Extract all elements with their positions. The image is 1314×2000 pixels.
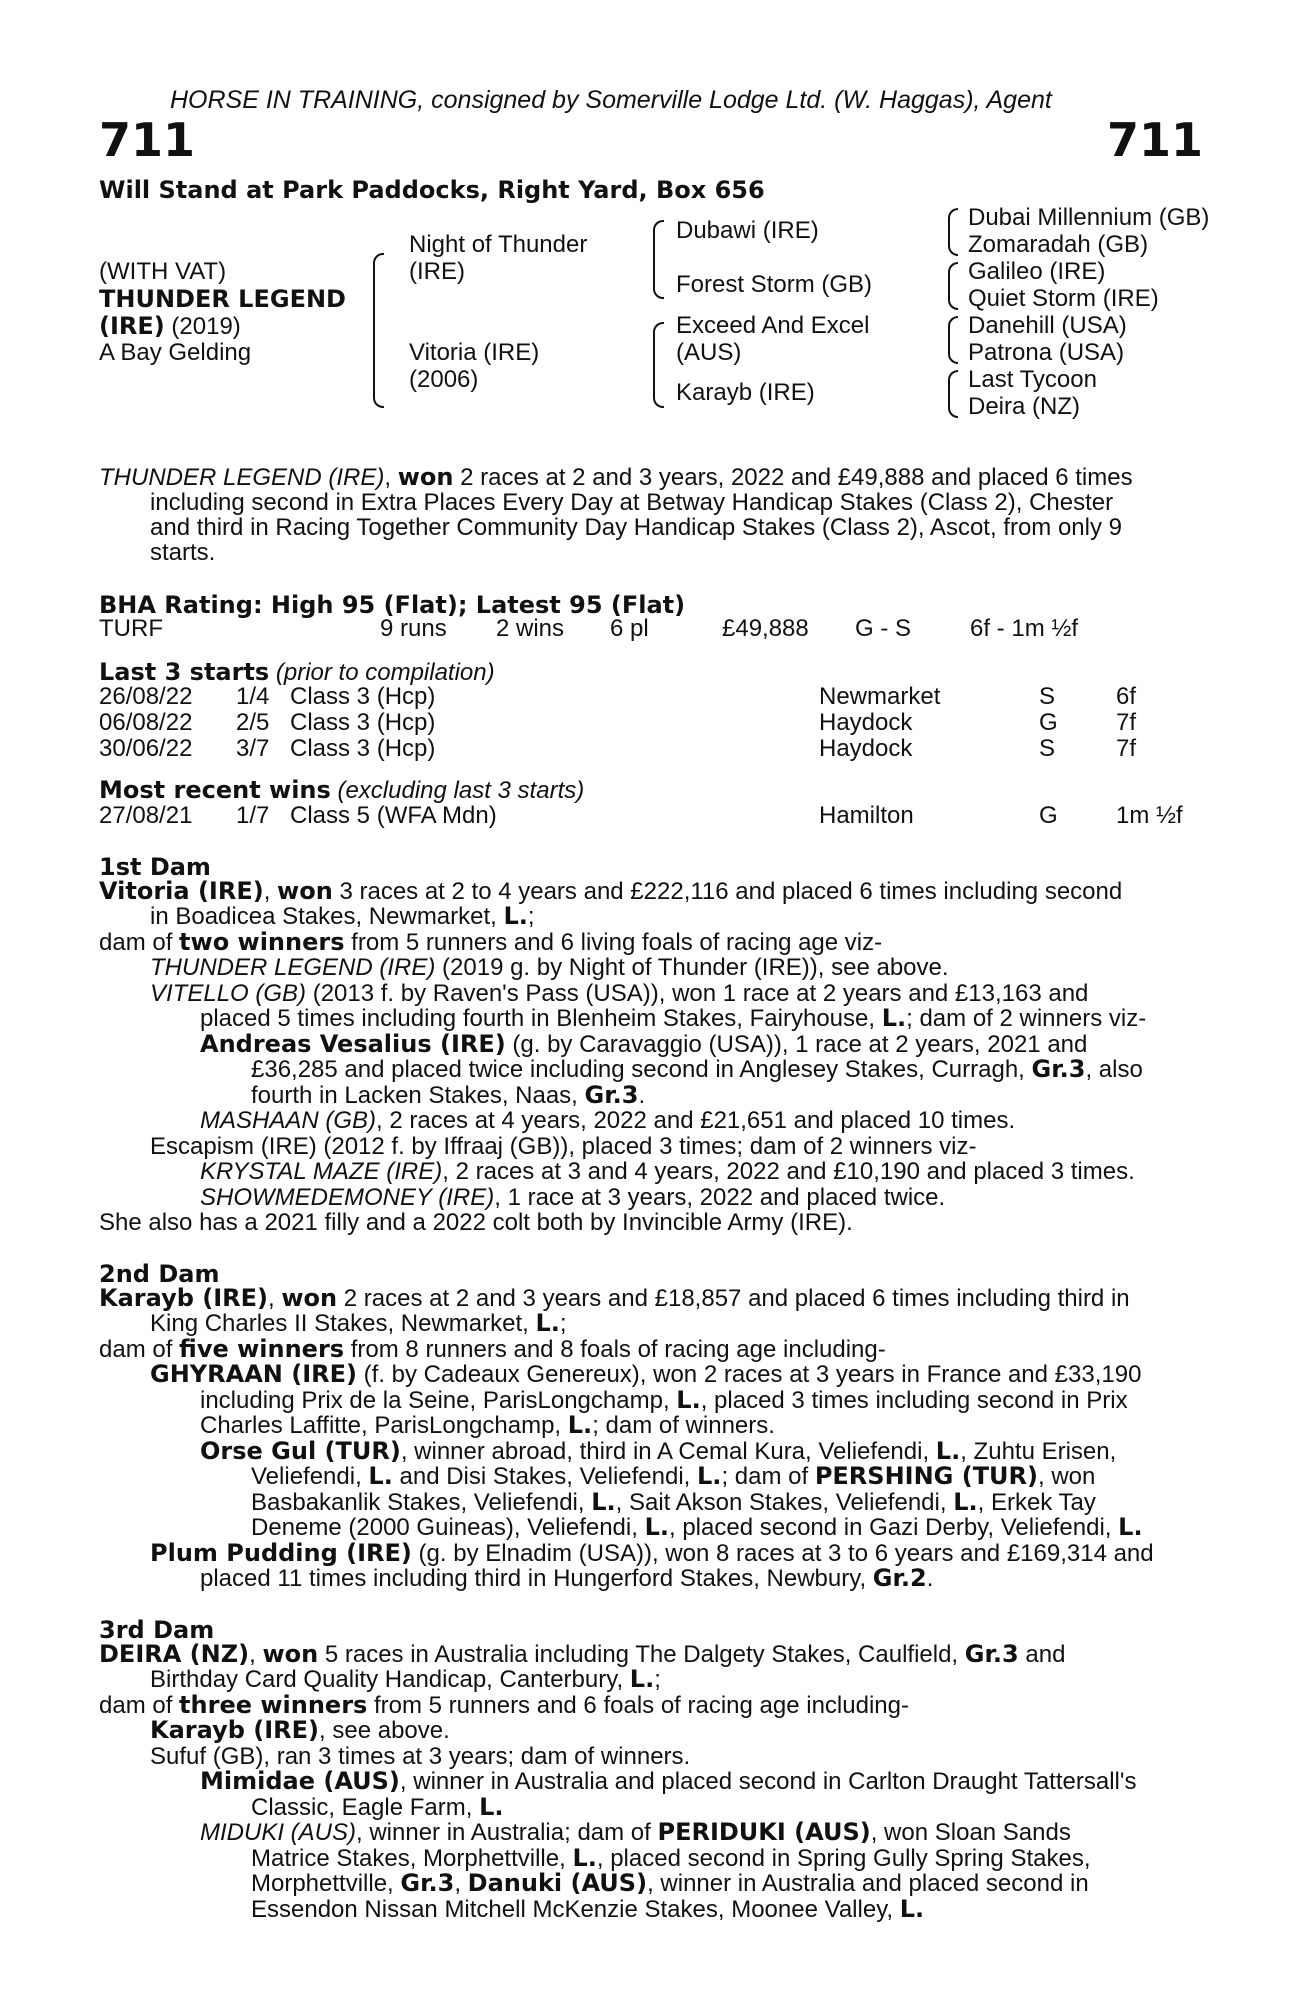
dam-line: Charles Laffitte, ParisLongchamp, L.; dam of winners. [200,1411,775,1439]
vat-label: (WITH VAT) [99,258,227,285]
dam-line: in Boadicea Stakes, Newmarket, L.; [150,902,535,930]
bha-rating-heading: BHA Rating: High 95 (Flat); Latest 95 (Flat) [99,591,686,619]
start-position: 3/7 [236,735,270,762]
start-course: Haydock [819,735,913,762]
brace-ss [948,208,958,256]
dam-line: She also has a 2021 filly and a 2022 colt both by Invincible Army (IRE). [99,1209,853,1236]
dam-line: Deneme (2000 Guineas), Veliefendi, L., placed second in Gazi Derby, Veliefendi, L. [251,1513,1143,1541]
dam-line: placed 11 times including third in Hungerford Stakes, Newbury, Gr.2. [200,1564,934,1592]
dam-line: GHYRAAN (IRE) (f. by Cadeaux Genereux), won 2 races at 3 years in France and £33,190 [150,1360,1142,1388]
rating-wins: 2 wins [496,615,565,642]
start-distance: 7f [1116,709,1137,736]
rating-going: G - S [855,615,912,642]
dam-line: including Prix de la Seine, ParisLongchamp, L., placed 3 times including second in Prix [200,1386,1128,1414]
dam-line: SHOWMEDEMONEY (IRE), 1 race at 3 years, 2022 and placed twice. [200,1184,946,1211]
dam-line: Vitoria (IRE), won 3 races at 2 to 4 years and £222,116 and placed 6 times including second [99,877,1123,905]
lot-number-left: 711 [99,113,196,167]
dam-line: KRYSTAL MAZE (IRE), 2 races at 3 and 4 years, 2022 and £10,190 and placed 3 times. [200,1158,1135,1185]
dam-line: King Charles II Stakes, Newmarket, L.; [150,1309,567,1337]
rating-distance: 6f - 1m ½f [970,615,1079,642]
start-position: 1/4 [236,683,270,710]
dam-line: dam of two winners from 5 runners and 6 living foals of racing age viz- [99,928,883,956]
win-distance: 1m ½f [1116,802,1183,829]
win-position: 1/7 [236,802,270,829]
first-dam-heading: 1st Dam [99,853,211,881]
start-race: Class 3 (Hcp) [290,709,436,736]
dam-line: placed 5 times including fourth in Blenheim Stakes, Fairyhouse, L.; dam of 2 winners viz- [200,1004,1147,1032]
dam-name: Vitoria (IRE) [409,339,540,366]
brace-ds [948,316,958,364]
brace-sire [653,220,664,299]
start-date: 30/06/22 [99,735,193,762]
summary-line: THUNDER LEGEND (IRE), won 2 races at 2 and 3 years, 2022 and £49,888 and placed 6 times [99,463,1133,491]
sire-name: Night of Thunder [409,231,588,258]
recent-wins-heading: Most recent wins (excluding last 3 starts) [99,776,585,804]
second-dam-heading: 2nd Dam [99,1260,220,1288]
dam-line: fourth in Lacken Stakes, Naas, Gr.3. [251,1081,646,1109]
dam-line: Matrice Stakes, Morphettville, L., placed second in Spring Gully Spring Stakes, [251,1844,1091,1872]
rating-earnings: £49,888 [722,615,809,642]
dam-line: Orse Gul (TUR), winner abroad, third in A Cemal Kura, Veliefendi, L., Zuhtu Erisen, [200,1437,1117,1465]
start-distance: 6f [1116,683,1137,710]
start-race: Class 3 (Hcp) [290,683,436,710]
dam-line: dam of five winners from 8 runners and 8 foals of racing age including- [99,1335,886,1363]
sire-country: (IRE) [409,258,465,285]
dam-line: Essendon Nissan Mitchell McKenzie Stakes, Moonee Valley, L. [251,1895,925,1923]
ss-dam: Zomaradah (GB) [968,231,1149,258]
start-distance: 7f [1116,735,1137,762]
dam-line: £36,285 and placed twice including second in Anglesey Stakes, Curragh, Gr.3, also [251,1055,1143,1083]
brace-sd [948,262,958,310]
dam-line: Morphettville, Gr.3, Danuki (AUS), winner in Australia and placed second in [251,1869,1089,1897]
brace-gen1 [373,253,384,408]
dam-line: Veliefendi, L. and Disi Stakes, Veliefendi, L.; dam of PERSHING (TUR), won [251,1462,1096,1490]
dam-line: MIDUKI (AUS), winner in Australia; dam of PERIDUKI (AUS), won Sloan Sands [200,1818,1071,1846]
dam-line: THUNDER LEGEND (IRE) (2019 g. by Night of Thunder (IRE)), see above. [150,954,949,981]
summary-line: and third in Racing Together Community Day Handicap Stakes (Class 2), Ascot, from only 9 [150,514,1122,541]
horse-description: A Bay Gelding [99,339,252,366]
third-dam-heading: 3rd Dam [99,1616,215,1644]
start-going: S [1039,735,1056,762]
dd-dam: Deira (NZ) [968,393,1080,420]
start-race: Class 3 (Hcp) [290,735,436,762]
dd-sire: Last Tycoon [968,366,1097,393]
rating-surface: TURF [99,615,163,642]
location-line: Will Stand at Park Paddocks, Right Yard, Box 656 [99,176,765,204]
ds-sire: Danehill (USA) [968,312,1127,339]
summary-line: starts. [150,539,216,566]
dam-line: Plum Pudding (IRE) (g. by Elnadim (USA)), won 8 races at 3 to 6 years and £169,314 and [150,1539,1154,1567]
dam-line: Karayb (IRE), see above. [150,1716,450,1744]
win-date: 27/08/21 [99,802,193,829]
dam-line: MASHAAN (GB), 2 races at 4 years, 2022 and £21,651 and placed 10 times. [200,1107,1016,1134]
dam-line: dam of three winners from 5 runners and 6 foals of racing age including- [99,1691,909,1719]
last3-heading: Last 3 starts (prior to compilation) [99,658,495,686]
horse-name: THUNDER LEGEND [99,285,346,313]
horse-name-line2: (IRE) (2019) [99,312,241,340]
dam-dam: Karayb (IRE) [676,379,815,406]
win-race: Class 5 (WFA Mdn) [290,802,497,829]
start-course: Newmarket [819,683,941,710]
brace-dd [948,370,958,418]
dam-sire: Exceed And Excel [676,312,870,339]
brace-dam [653,322,664,408]
win-course: Hamilton [819,802,914,829]
start-course: Haydock [819,709,913,736]
start-date: 26/08/22 [99,683,193,710]
dam-line: Escapism (IRE) (2012 f. by Iffraaj (GB)), placed 3 times; dam of 2 winners viz- [150,1133,977,1160]
sd-dam: Quiet Storm (IRE) [968,285,1159,312]
sire-sire: Dubawi (IRE) [676,217,819,244]
dam-line: Birthday Card Quality Handicap, Canterbury, L.; [150,1665,661,1693]
start-going: S [1039,683,1056,710]
start-going: G [1039,709,1058,736]
dam-line: Mimidae (AUS), winner in Australia and placed second in Carlton Draught Tattersall's [200,1767,1137,1795]
dam-line: Basbakanlik Stakes, Veliefendi, L., Sait Akson Stakes, Veliefendi, L., Erkek Tay [251,1488,1096,1516]
sire-dam: Forest Storm (GB) [676,271,873,298]
rating-runs: 9 runs [380,615,447,642]
lot-number-right: 711 [1107,113,1204,167]
sd-sire: Galileo (IRE) [968,258,1106,285]
ss-sire: Dubai Millennium (GB) [968,204,1210,231]
dam-line: DEIRA (NZ), won 5 races in Australia including The Dalgety Stakes, Caulfield, Gr.3 and [99,1640,1066,1668]
dam-line: VITELLO (GB) (2013 f. by Raven's Pass (USA)), won 1 race at 2 years and £13,163 and [150,980,1089,1007]
dam-line: Classic, Eagle Farm, L. [251,1793,504,1821]
dam-line: Sufuf (GB), ran 3 times at 3 years; dam of winners. [150,1743,691,1770]
start-position: 2/5 [236,709,270,736]
dam-line: Karayb (IRE), won 2 races at 2 and 3 years and £18,857 and placed 6 times including third in [99,1284,1130,1312]
rating-placed: 6 pl [610,615,649,642]
summary-line: including second in Extra Places Every Day at Betway Handicap Stakes (Class 2), Chester [150,489,1114,516]
consignor-line: HORSE IN TRAINING, consigned by Somerville Lodge Ltd. (W. Haggas), Agent [170,86,1052,114]
dam-line: Andreas Vesalius (IRE) (g. by Caravaggio (USA)), 1 race at 2 years, 2021 and [200,1030,1088,1058]
win-going: G [1039,802,1058,829]
dam-sire-country: (AUS) [676,339,742,366]
dam-year: (2006) [409,366,479,393]
ds-dam: Patrona (USA) [968,339,1125,366]
start-date: 06/08/22 [99,709,193,736]
